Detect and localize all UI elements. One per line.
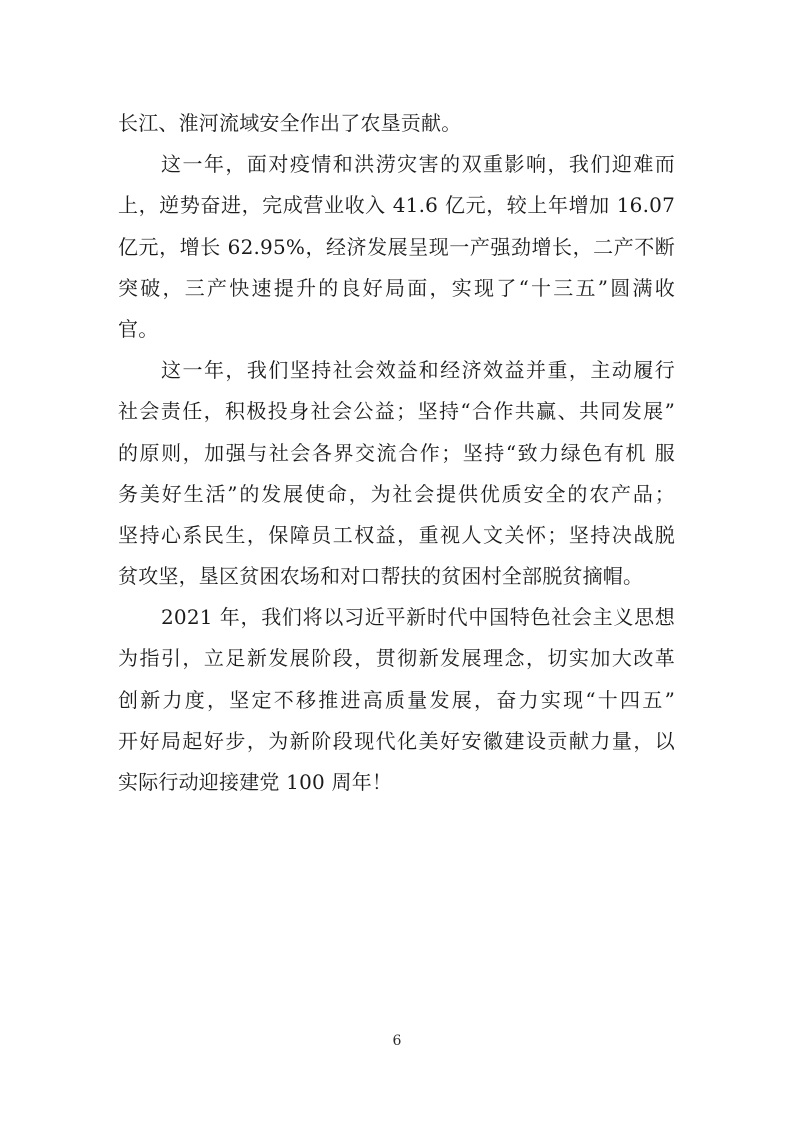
text-line: 这一年，我们坚持社会效益和经济效益并重，主动履行: [161, 358, 675, 383]
text-line: 上，逆势奋进，完成营业收入 41.6 亿元，较上年增加 16.07: [118, 193, 675, 218]
text-line: 突破，三产快速提升的良好局面，实现了“十三五”圆满收: [118, 275, 675, 300]
text-line: 社会责任，积极投身社会公益；坚持“合作共赢、共同发展”: [118, 399, 675, 424]
text-line: 亿元，增长 62.95%，经济发展呈现一产强劲增长，二产不断: [118, 234, 675, 259]
text-line: 开好局起好步，为新阶段现代化美好安徽建设贡献力量，以: [118, 728, 675, 753]
page-number: 6: [392, 1033, 402, 1049]
text-line: 为指引，立足新发展阶段，贯彻新发展理念，切实加大改革: [118, 646, 675, 671]
page-footer: [0, 1030, 794, 1052]
text-line: 官。: [118, 316, 159, 341]
paragraph: [118, 144, 675, 350]
text-line: 实际行动迎接建党 100 周年！: [118, 770, 393, 794]
paragraph: [118, 597, 675, 803]
text-block: [118, 103, 675, 803]
paragraph: [118, 350, 675, 597]
text-line: 务美好生活”的发展使命，为社会提供优质安全的农产品；: [118, 481, 675, 506]
text-line: 创新力度，坚定不移推进高质量发展，奋力实现“十四五”: [118, 687, 675, 712]
text-line: 2021 年，我们将以习近平新时代中国特色社会主义思想: [161, 605, 675, 630]
text-line: 这一年，面对疫情和洪涝灾害的双重影响，我们迎难而: [161, 152, 675, 177]
text-line: 坚持心系民生，保障员工权益，重视人文关怀；坚持决战脱: [118, 522, 675, 547]
paragraph: [118, 103, 675, 144]
text-line: 贫攻坚，垦区贫困农场和对口帮扶的贫困村全部脱贫摘帽。: [118, 564, 644, 589]
text-line: 长江、淮河流域安全作出了农垦贡献。: [118, 111, 462, 135]
text-line: 的原则，加强与社会各界交流合作；坚持“致力绿色有机 服: [118, 440, 675, 465]
